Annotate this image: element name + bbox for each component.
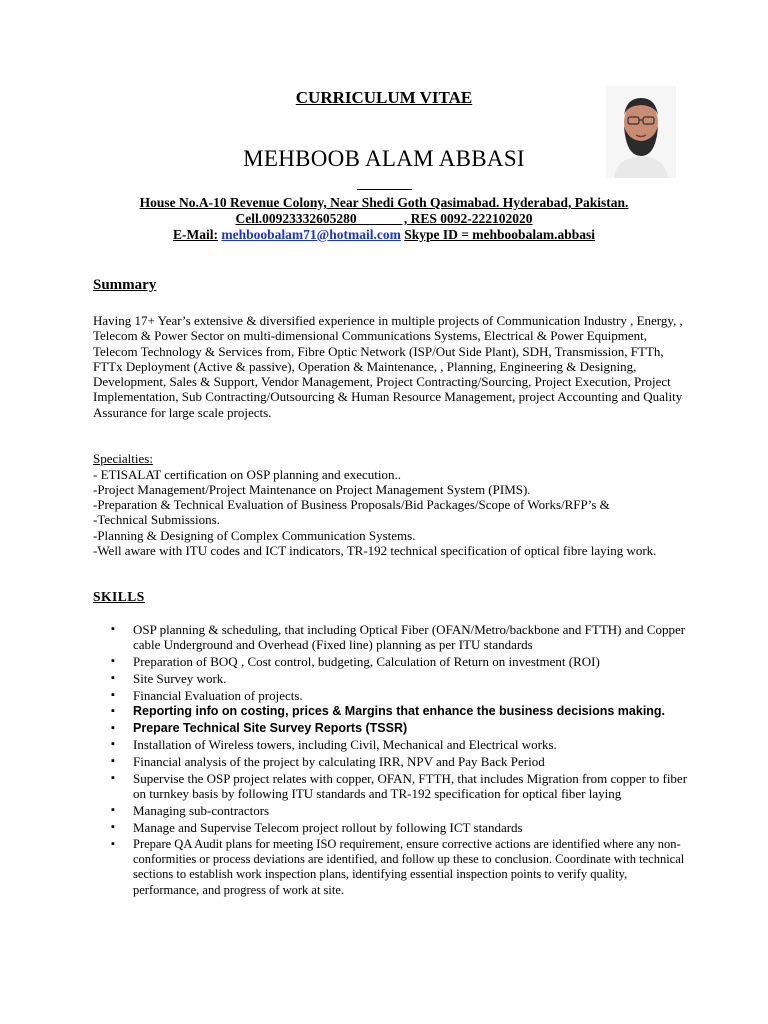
skype-id: Skype ID = mehboobalam.abbasi bbox=[404, 227, 595, 242]
summary-paragraph: Having 17+ Year’s extensive & diversified experience in multiple projects of Communication Industry , Energy, , Telecom & Power Sector on multi-dimensional Communications Systems, Electrical & Power Equipment, Telecom Technology & Services from, Fibre Optic Network (ISP/Out Side Plant), SDH, Transmission, FTTh, FTTx Deployment (Active & passive), Operation & Maintenance, , Planning, Engineering & Designing, Development, Sales & Support, Vendor Management, Project Contracting/Sourcing, Project Execution, Project Implementation, Sub Contracting/Outsourcing & Human Resource Management, project Accounting and Quality Assurance for large scale projects. bbox=[93, 313, 683, 420]
specialties-heading: Specialties: bbox=[93, 451, 153, 466]
skill-item: ▪ Site Survey work. bbox=[93, 671, 693, 686]
specialty-item: -Well aware with ITU codes and ICT indicators, TR-192 technical specification of optical fibre laying work. bbox=[93, 543, 657, 558]
skill-item: ▪ Prepare QA Audit plans for meeting ISO requirement, ensure corrective actions are identified where any non-conformities or process deviations are identified, and follow up these to conclusion. Coordinate with technical sections to establish work inspection plans, identifying essential inspection points to verify quality, performance, and progress of work at site. bbox=[93, 837, 693, 898]
specialty-item: -Technical Submissions. bbox=[93, 512, 220, 527]
skill-item: ▪ OSP planning & scheduling, that including Optical Fiber (OFAN/Metro/backbone and FTTH) and Copper cable Underground and Overhead (Fixed line) planning as per ITU standards bbox=[93, 622, 693, 653]
specialty-item: -Preparation & Technical Evaluation of Business Proposals/Bid Packages/Scope of Works/RFP’s & bbox=[93, 497, 610, 512]
email-skype-line bbox=[0, 227, 768, 243]
skill-item: ▪ Installation of Wireless towers, including Civil, Mechanical and Electrical works. bbox=[93, 737, 693, 752]
skill-item: ▪ Financial analysis of the project by calculating IRR, NPV and Pay Back Period bbox=[93, 754, 693, 769]
name-divider bbox=[357, 189, 412, 190]
document-title: CURRICULUM VITAE bbox=[295, 88, 473, 107]
phone-numbers: Cell.00923332605280 , RES 0092-222102020 bbox=[235, 211, 533, 226]
specialty-item: -Project Management/Project Maintenance on Project Management System (PIMS). bbox=[93, 482, 531, 497]
skills-list bbox=[93, 622, 693, 899]
skills-heading: SKILLS bbox=[93, 589, 145, 604]
skill-item: ▪ Preparation of BOQ , Cost control, budgeting, Calculation of Return on investment (ROI) bbox=[93, 654, 693, 669]
email-label: E-Mail: bbox=[173, 227, 219, 242]
specialty-item: -Planning & Designing of Complex Communication Systems. bbox=[93, 528, 416, 543]
specialty-item: - ETISALAT certification on OSP planning and execution.. bbox=[93, 467, 401, 482]
phone-line bbox=[0, 211, 768, 227]
candidate-name: MEHBOOB ALAM ABBASI bbox=[243, 146, 525, 171]
skill-item: ▪ Reporting info on costing, prices & Margins that enhance the business decisions making. bbox=[93, 704, 693, 719]
email-link[interactable]: mehboobalam71@hotmail.com bbox=[221, 227, 401, 242]
skill-item: ▪ Supervise the OSP project relates with copper, OFAN, FTTH, that includes Migration from copper to fiber on turnkey basis by following ITU standards and TR-192 specification for optical fiber laying bbox=[93, 771, 693, 802]
summary-heading: Summary bbox=[93, 277, 157, 293]
address-line: House No.A-10 Revenue Colony, Near Shedi Goth Qasimabad. Hyderabad, Pakistan. bbox=[139, 195, 629, 210]
skill-item: ▪ Prepare Technical Site Survey Reports (TSSR) bbox=[93, 721, 693, 736]
skill-item: ▪ Manage and Supervise Telecom project rollout by following ICT standards bbox=[93, 820, 693, 835]
skill-item: ▪ Managing sub-contractors bbox=[93, 803, 693, 818]
skill-item: ▪ Financial Evaluation of projects. bbox=[93, 688, 693, 703]
